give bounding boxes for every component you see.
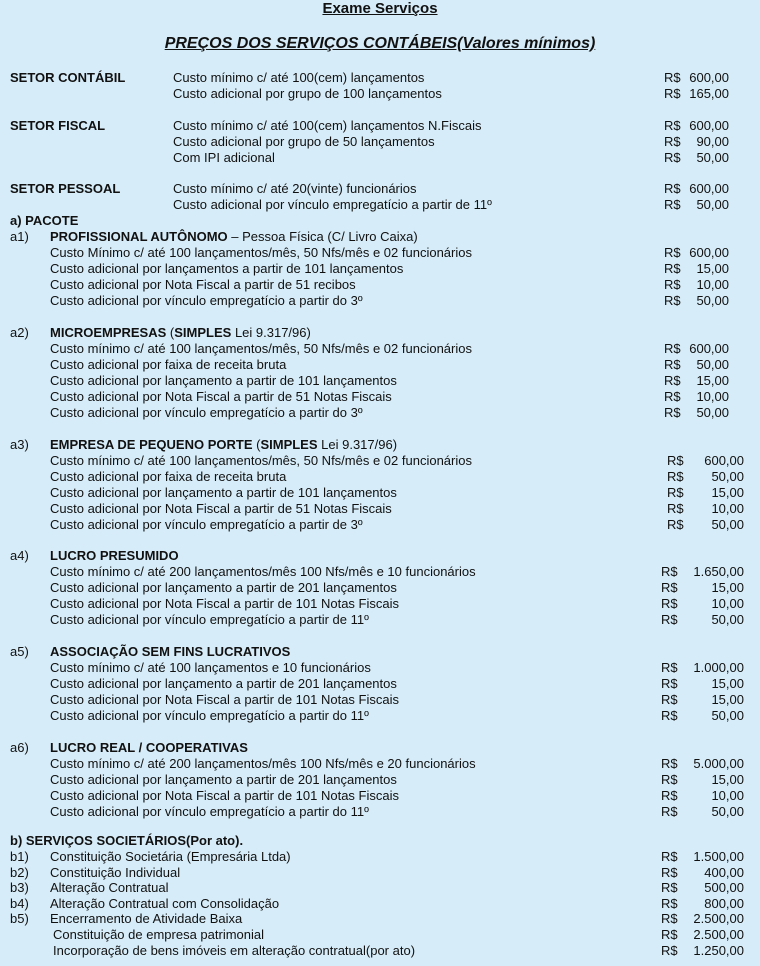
price-currency: R$ [664,357,681,372]
price-value: 10,00 [711,788,744,803]
price-value: 165,00 [689,86,729,101]
pacote-row-desc: Custo adicional por Nota Fiscal a partir de 51 Notas Fiscais [50,389,392,404]
price-currency: R$ [661,788,678,803]
pacote-code: a4) [10,548,29,563]
pacote-heading [50,325,311,341]
price-value: 50,00 [711,612,744,627]
pacote-name: LUCRO PRESUMIDO [50,548,179,563]
price-currency: R$ [661,612,678,627]
price-currency: R$ [667,469,684,484]
pacote-note-bold: SIMPLES [260,437,318,452]
price-value: 50,00 [696,357,729,372]
pacote-note-open: ( [166,325,175,340]
price-value: 600,00 [689,70,729,85]
price-value: 600,00 [689,118,729,133]
pacote-row-desc: Custo adicional por faixa de receita bruta [50,469,287,484]
pacote-code: a2) [10,325,29,340]
pacote-note-bold: SIMPLES [174,325,232,340]
price-value: 800,00 [704,895,744,911]
price-value: 1.250,00 [693,942,744,958]
price-value: 15,00 [711,485,744,500]
pacote-note: – Pessoa Física (C/ Livro Caixa) [227,229,418,244]
pacote-name: ASSOCIAÇÃO SEM FINS LUCRATIVOS [50,644,291,659]
price-value: 600,00 [689,181,729,196]
pacote-note-rest: Lei 9.317/96) [317,437,398,452]
price-currency: R$ [661,911,678,927]
price-value: 50,00 [711,804,744,819]
pacote-name: EMPRESA DE PEQUENO PORTE [50,437,253,452]
price-currency: R$ [664,70,681,85]
price-currency: R$ [664,261,681,276]
price-currency: R$ [667,517,684,532]
setor-label: SETOR CONTÁBIL [10,70,126,85]
price-value: 15,00 [711,772,744,787]
price-value: 90,00 [696,134,729,149]
price-currency: R$ [661,660,678,675]
pacote-note-rest: Lei 9.317/96) [231,325,311,340]
pacote-row-desc: Custo adicional por vínculo empregatício a partir do 11º [50,804,369,819]
price-value: 10,00 [696,389,729,404]
price-value: 10,00 [696,277,729,292]
price-value: 50,00 [696,150,729,165]
price-currency: R$ [661,804,678,819]
pacote-heading [50,437,397,453]
price-value: 500,00 [704,880,744,896]
societario-desc: Alteração Contratual [50,880,169,896]
pacote-row-desc: Custo adicional por lançamento a partir de 101 lançamentos [50,373,397,388]
price-value: 50,00 [696,405,729,420]
price-currency: R$ [664,118,681,133]
setor-row-desc: Custo mínimo c/ até 100(cem) lançamentos N.Fiscais [173,118,482,133]
societario-code: b1) [10,849,29,864]
price-value: 15,00 [711,692,744,707]
pacote-row-desc: Custo adicional por vínculo empregatício a partir do 3º [50,405,363,420]
pacote-heading [50,548,179,564]
price-currency: R$ [667,485,684,500]
price-value: 10,00 [711,596,744,611]
price-currency: R$ [664,86,681,101]
price-currency: R$ [661,564,678,579]
societario-desc: Constituição Societária (Empresária Ltda) [50,849,291,864]
price-value: 50,00 [711,469,744,484]
price-currency: R$ [661,596,678,611]
pacote-row-desc: Custo adicional por Nota Fiscal a partir de 51 Notas Fiscais [50,501,392,516]
pacote-row-desc: Custo Mínimo c/ até 100 lançamentos/mês, 50 Nfs/mês e 02 funcionários [50,245,472,260]
price-currency: R$ [661,676,678,691]
price-value: 2.500,00 [693,911,744,927]
price-value: 5.000,00 [693,756,744,771]
setor-row-desc: Custo adicional por vínculo empregatício a partir de 11º [173,197,492,212]
price-currency: R$ [664,245,681,260]
societario-desc: Constituição Individual [50,864,181,880]
price-value: 50,00 [696,197,729,212]
price-currency: R$ [664,181,681,196]
price-value: 15,00 [696,261,729,276]
price-currency: R$ [661,864,678,880]
price-currency: R$ [664,389,681,404]
societario-desc: Incorporação de bens imóveis em alteração contratual(por ato) [53,942,416,958]
pacote-code: a1) [10,229,29,244]
pacote-row-desc: Custo adicional por vínculo empregatício a partir de 11º [50,612,369,627]
pacote-heading [50,644,290,660]
pacote-row-desc: Custo adicional por lançamentos a partir de 101 lançamentos [50,261,404,276]
pacote-label: a) PACOTE [10,213,79,228]
price-value: 1.500,00 [693,849,744,864]
setor-row-desc: Custo mínimo c/ até 20(vinte) funcionários [173,181,417,196]
pacote-row-desc: Custo adicional por vínculo empregatício a partir do 11º [50,708,369,723]
price-value: 1.000,00 [693,660,744,675]
price-currency: R$ [664,197,681,212]
price-value: 15,00 [711,676,744,691]
pacote-row-desc: Custo mínimo c/ até 200 lançamentos/mês 100 Nfs/mês e 10 funcionários [50,564,476,579]
document-subtitle: PREÇOS DOS SERVIÇOS CONTÁBEIS(Valores mínimos) [164,35,596,52]
price-currency: R$ [661,692,678,707]
pacote-name: LUCRO REAL / COOPERATIVAS [50,740,248,755]
price-currency: R$ [661,942,678,958]
pacote-row-desc: Custo mínimo c/ até 100 lançamentos e 10 funcionários [50,660,371,675]
price-currency: R$ [664,134,681,149]
pacote-name: PROFISSIONAL AUTÔNOMO [50,229,228,244]
setor-row-desc: Custo adicional por grupo de 50 lançamentos [173,134,435,149]
pacote-row-desc: Custo adicional por vínculo empregatício a partir do 3º [50,293,363,308]
setor-row-desc: Custo adicional por grupo de 100 lançamentos [173,86,442,101]
price-value: 600,00 [689,341,729,356]
pacote-row-desc: Custo adicional por Nota Fiscal a partir de 51 recibos [50,277,356,292]
societario-code: b4) [10,895,29,911]
pacote-row-desc: Custo mínimo c/ até 100 lançamentos/mês, 50 Nfs/mês e 02 funcionários [50,453,472,468]
societario-code: b2) [10,864,29,880]
price-currency: R$ [661,580,678,595]
pacote-code: a5) [10,644,29,659]
pacote-row-desc: Custo adicional por lançamento a partir de 201 lançamentos [50,772,397,787]
price-value: 2.500,00 [693,927,744,942]
price-currency: R$ [661,708,678,723]
price-currency: R$ [661,880,678,896]
price-value: 1.650,00 [693,564,744,579]
price-value: 15,00 [711,580,744,595]
price-value: 600,00 [689,245,729,260]
price-value: 15,00 [696,373,729,388]
document-title: Exame Serviços [322,0,438,17]
pacote-row-desc: Custo adicional por Nota Fiscal a partir de 101 Notas Fiscais [50,788,399,803]
price-currency: R$ [664,150,681,165]
pacote-row-desc: Custo mínimo c/ até 100 lançamentos/mês, 50 Nfs/mês e 02 funcionários [50,341,472,356]
price-currency: R$ [661,927,678,942]
societarios-label: b) SERVIÇOS SOCIETÁRIOS(Por ato). [10,833,244,848]
setor-label: SETOR FISCAL [10,118,106,133]
pacote-row-desc: Custo mínimo c/ até 200 lançamentos/mês 100 Nfs/mês e 20 funcionários [50,756,476,771]
price-value: 50,00 [711,517,744,532]
price-currency: R$ [661,849,678,864]
price-currency: R$ [661,772,678,787]
setor-label: SETOR PESSOAL [10,181,121,196]
pacote-row-desc: Custo adicional por vínculo empregatício a partir de 3º [50,517,363,532]
societario-desc: Constituição de empresa patrimonial [53,927,264,942]
pacote-row-desc: Custo adicional por lançamento a partir de 201 lançamentos [50,676,397,691]
setor-row-desc: Com IPI adicional [173,150,275,165]
price-currency: R$ [664,373,681,388]
pacote-row-desc: Custo adicional por Nota Fiscal a partir de 101 Notas Fiscais [50,692,399,707]
price-currency: R$ [664,405,681,420]
price-value: 10,00 [711,501,744,516]
pacote-name: MICROEMPRESAS [50,325,167,340]
price-currency: R$ [667,453,684,468]
price-currency: R$ [667,501,684,516]
price-currency: R$ [661,895,678,911]
setor-row-desc: Custo mínimo c/ até 100(cem) lançamentos [173,70,425,85]
societario-desc: Alteração Contratual com Consolidação [50,895,280,911]
pacote-heading [50,740,248,756]
price-currency: R$ [664,293,681,308]
price-value: 50,00 [696,293,729,308]
pacote-code: a3) [10,437,29,452]
pacote-note-open: ( [252,437,261,452]
societario-desc: Encerramento de Atividade Baixa [50,911,243,927]
pacote-row-desc: Custo adicional por lançamento a partir de 201 lançamentos [50,580,397,595]
pacote-row-desc: Custo adicional por faixa de receita bruta [50,357,287,372]
price-currency: R$ [661,756,678,771]
pacote-row-desc: Custo adicional por Nota Fiscal a partir de 101 Notas Fiscais [50,596,399,611]
societario-code: b5) [10,911,29,927]
price-currency: R$ [664,341,681,356]
price-currency: R$ [664,277,681,292]
price-value: 400,00 [704,864,744,880]
price-value: 50,00 [711,708,744,723]
societario-code: b3) [10,880,29,896]
price-value: 600,00 [704,453,744,468]
pacote-code: a6) [10,740,29,755]
pacote-row-desc: Custo adicional por lançamento a partir de 101 lançamentos [50,485,397,500]
pacote-heading [50,229,418,245]
